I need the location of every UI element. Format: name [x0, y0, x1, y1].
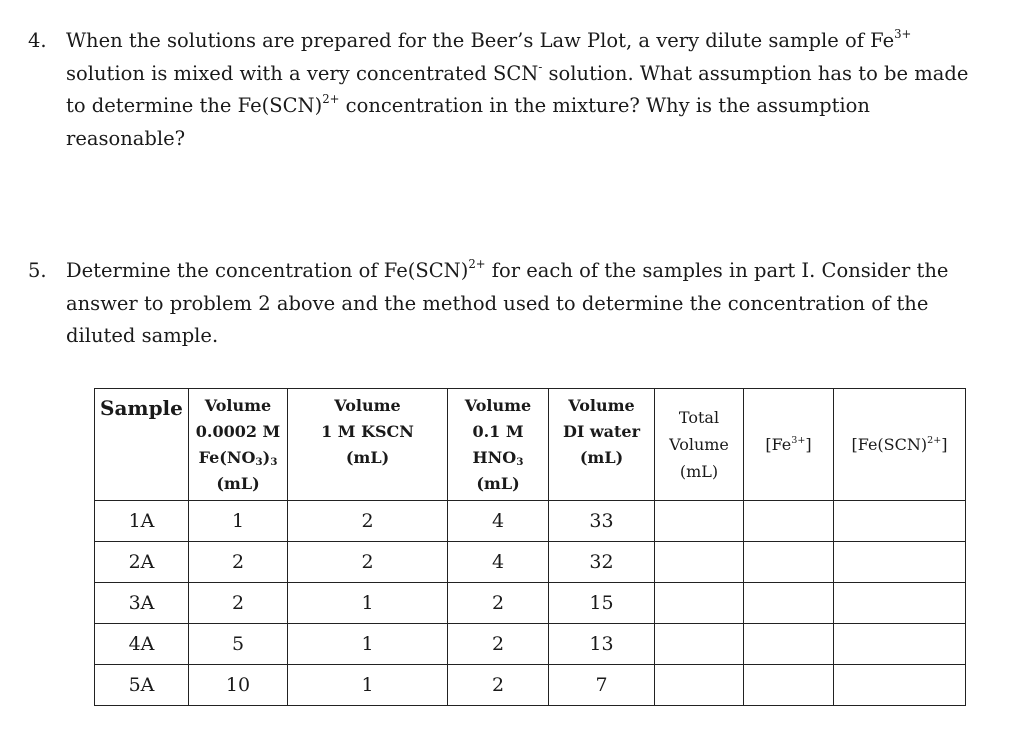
cell-total-volume [655, 624, 744, 665]
cell-fe-volume: 1 [189, 501, 288, 542]
cell-kscn-volume: 1 [288, 624, 448, 665]
header-line: ) [262, 448, 271, 467]
q4-text-part: concentration in the mixture? Why is the assumption reasonable? [66, 94, 870, 150]
question-4-number: 4. [28, 29, 47, 52]
cell-fescn-concentration [834, 665, 966, 706]
cell-fescn-concentration [834, 583, 966, 624]
q5-text-part: for each of the samples in part I. Consider the answer to problem 2 above and the method used to determine the concentration of the diluted sample. [66, 259, 949, 347]
header-superscript: 3+ [791, 434, 806, 446]
cell-water-volume: 7 [549, 665, 655, 706]
header-line: (mL) [579, 448, 624, 467]
header-fe3-concentration [744, 389, 834, 501]
header-line: Volume [334, 396, 401, 415]
table-row [95, 665, 966, 706]
cell-fe-volume: 5 [189, 624, 288, 665]
table-row [95, 501, 966, 542]
question-4 [28, 25, 978, 155]
header-line: Volume [204, 396, 272, 415]
header-line: ] [941, 435, 948, 454]
cell-fe-volume: 2 [189, 583, 288, 624]
cell-fe-volume: 10 [189, 665, 288, 706]
cell-fescn-concentration [834, 501, 966, 542]
header-line: (mL) [216, 474, 260, 493]
cell-hno3-volume: 2 [448, 583, 549, 624]
cell-sample: 2A [95, 542, 189, 583]
table-row [95, 624, 966, 665]
cell-sample: 4A [95, 624, 189, 665]
header-line: (mL) [679, 462, 719, 481]
cell-water-volume: 13 [549, 624, 655, 665]
cell-total-volume [655, 501, 744, 542]
cell-total-volume [655, 665, 744, 706]
question-5-number: 5. [28, 259, 47, 282]
q5-superscript: 2+ [468, 257, 486, 272]
cell-fe3-concentration [744, 501, 834, 542]
cell-sample: 5A [95, 665, 189, 706]
q5-text-part: Determine the concentration of Fe(SCN) [66, 259, 469, 282]
table-header-row [95, 389, 966, 501]
header-line: 0.0002 M [195, 422, 281, 441]
header-line: Volume [568, 396, 635, 415]
cell-hno3-volume: 2 [448, 665, 549, 706]
cell-kscn-volume: 2 [288, 542, 448, 583]
header-line: 0.1 M [472, 422, 524, 441]
header-line: DI water [562, 422, 641, 441]
header-line: Fe(NO [198, 448, 256, 467]
header-subscript: 3 [255, 456, 263, 469]
table-row [95, 542, 966, 583]
header-subscript: 3 [270, 456, 278, 469]
cell-total-volume [655, 542, 744, 583]
header-line: 1 M KSCN [321, 422, 414, 441]
question-4-text [66, 25, 978, 155]
q4-text-part: solution is mixed with a very concentrated SCN [66, 61, 539, 85]
header-kscn-volume [288, 389, 448, 501]
q4-superscript: 3+ [894, 27, 912, 42]
header-line: HNO [472, 448, 517, 467]
header-total-volume [655, 389, 744, 501]
cell-total-volume [655, 583, 744, 624]
question-5-text [66, 255, 978, 353]
cell-fe3-concentration [744, 583, 834, 624]
header-water-volume [549, 389, 655, 501]
cell-hno3-volume: 4 [448, 542, 549, 583]
cell-fe-volume: 2 [189, 542, 288, 583]
cell-sample: 3A [95, 583, 189, 624]
q4-superscript: - [538, 59, 543, 74]
cell-fescn-concentration [834, 624, 966, 665]
header-superscript: 2+ [927, 434, 942, 446]
cell-kscn-volume: 2 [288, 501, 448, 542]
cell-kscn-volume: 1 [288, 665, 448, 706]
question-5 [28, 255, 978, 353]
header-line: (mL) [476, 474, 520, 493]
cell-fe3-concentration [744, 542, 834, 583]
header-sample: Sample [95, 389, 189, 501]
q4-superscript: 2+ [322, 92, 340, 107]
header-line: [Fe [765, 435, 792, 454]
cell-water-volume: 32 [549, 542, 655, 583]
q4-text-part: When the solutions are prepared for the Beer’s Law Plot, a very dilute sample of Fe [66, 29, 895, 52]
header-line: Total [678, 408, 720, 427]
header-line: (mL) [345, 448, 390, 467]
cell-fe3-concentration [744, 665, 834, 706]
table-row [95, 583, 966, 624]
samples-table [94, 388, 966, 706]
header-line: Volume [464, 396, 532, 415]
cell-water-volume: 33 [549, 501, 655, 542]
header-subscript: 3 [516, 456, 524, 469]
header-fescn-concentration [834, 389, 966, 501]
q4-text-part: solution. What assumption has to be made to determine the Fe(SCN) [66, 61, 969, 117]
cell-hno3-volume: 2 [448, 624, 549, 665]
cell-hno3-volume: 4 [448, 501, 549, 542]
header-fe-volume [189, 389, 288, 501]
header-line: Volume [669, 435, 729, 454]
cell-fescn-concentration [834, 542, 966, 583]
header-line: ] [805, 435, 812, 454]
cell-sample: 1A [95, 501, 189, 542]
header-line: [Fe(SCN) [851, 435, 928, 454]
header-hno3-volume [448, 389, 549, 501]
cell-kscn-volume: 1 [288, 583, 448, 624]
cell-water-volume: 15 [549, 583, 655, 624]
cell-fe3-concentration [744, 624, 834, 665]
